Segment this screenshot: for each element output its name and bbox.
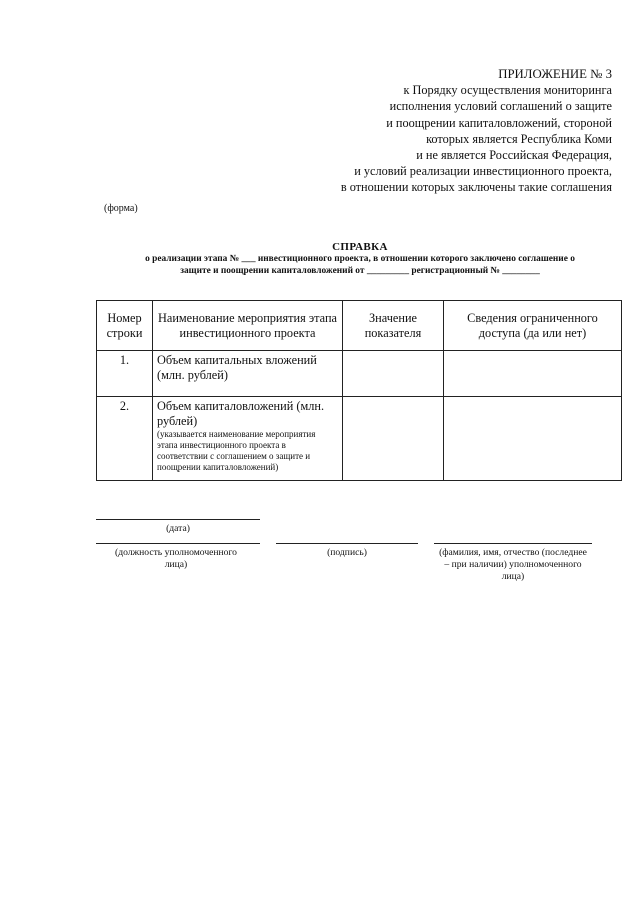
table-row <box>97 397 622 481</box>
indicator-value-cell[interactable] <box>343 351 444 397</box>
restricted-access-cell[interactable] <box>444 397 622 481</box>
heading-line: защите и поощрении капиталовложений от _________ регистрационный № ________ <box>180 266 540 276</box>
heading-line: о реализации этапа № ___ инвестиционного проекта, в отношении которого заключено соглашение о <box>145 254 575 264</box>
activity-name-cell <box>153 397 343 481</box>
activity-name: Объем капиталовложений (млн. рублей) <box>157 399 325 428</box>
activity-note: (указывается наименование мероприятия этапа инвестиционного проекта в соответствии с соглашением о защите и поощрении капиталовложений) <box>157 429 316 472</box>
header-row-number: Номер строки <box>97 301 153 351</box>
appendix-line: исполнения условий соглашений о защите <box>389 99 612 114</box>
header-activity-name: Наименование мероприятия этапа инвестиционного проекта <box>153 301 343 351</box>
report-table <box>96 300 622 481</box>
signature-caption: (подпись) <box>327 547 367 558</box>
activity-name-cell <box>153 351 343 397</box>
date-line[interactable] <box>96 519 260 520</box>
indicator-value-cell[interactable] <box>343 397 444 481</box>
appendix-block <box>341 66 612 196</box>
document-heading <box>100 241 620 277</box>
position-caption: (должность уполномоченного лица) <box>115 547 237 570</box>
appendix-line: которых является Республика Коми <box>426 131 612 146</box>
form-label: (форма) <box>104 203 138 214</box>
signature-line[interactable] <box>276 543 418 544</box>
header-restricted-access: Сведения ограниченного доступа (да или нет) <box>444 301 622 351</box>
restricted-access-cell[interactable] <box>444 351 622 397</box>
row-number: 2. <box>97 397 153 481</box>
header-indicator-value: Значение показателя <box>343 301 444 351</box>
table-row <box>97 351 622 397</box>
appendix-line: к Порядку осуществления мониторинга <box>403 83 612 98</box>
position-line[interactable] <box>96 543 260 544</box>
date-caption: (дата) <box>166 523 190 534</box>
appendix-line: и условий реализации инвестиционного проекта, <box>354 164 612 179</box>
document-title: СПРАВКА <box>332 241 388 253</box>
row-number: 1. <box>97 351 153 397</box>
full-name-line[interactable] <box>434 543 592 544</box>
appendix-line: в отношении которых заключены такие соглашения <box>340 180 612 195</box>
appendix-line: и не является Российская Федерация, <box>416 148 612 163</box>
activity-name: Объем капитальных вложений (млн. рублей) <box>157 353 317 382</box>
appendix-line: и поощрении капиталовложений, стороной <box>386 115 612 130</box>
full-name-caption: (фамилия, имя, отчество (последнее – при наличии) уполномоченного лица) <box>439 547 587 582</box>
appendix-title: ПРИЛОЖЕНИЕ № 3 <box>498 67 612 81</box>
